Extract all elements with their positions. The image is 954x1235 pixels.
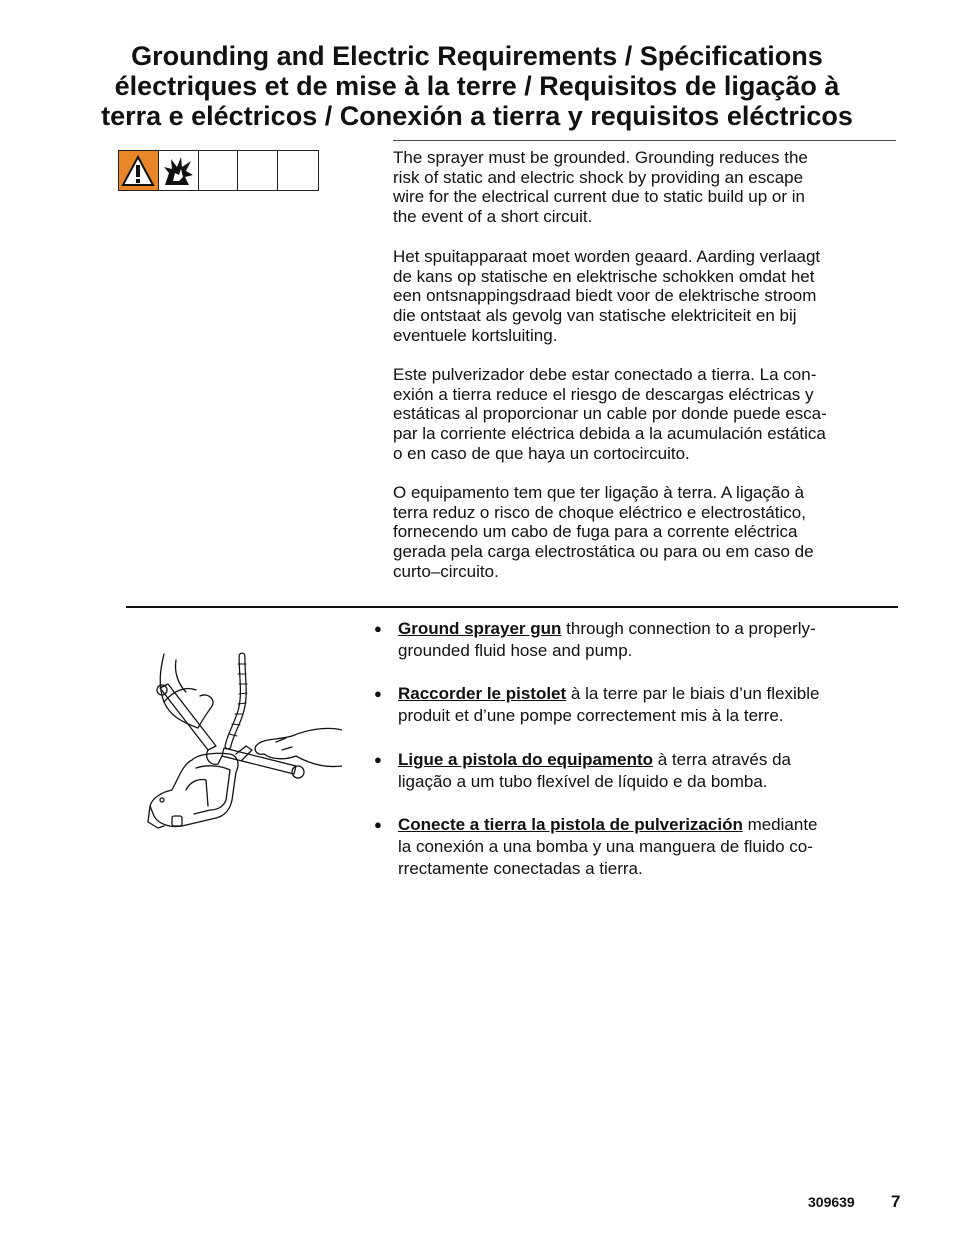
document-number: 309639 xyxy=(808,1194,855,1210)
text-line: o en caso de que haya un cortocircuito. xyxy=(393,443,690,463)
list-item-text xyxy=(398,618,874,662)
page-title xyxy=(80,41,874,131)
empty-symbol-cell xyxy=(278,151,318,190)
list-item-first-line xyxy=(398,683,874,705)
title-line: Grounding and Electric Requirements / Spécifications xyxy=(131,41,823,71)
text-line: Este pulverizador debe estar conectado a tierra. La con- xyxy=(393,365,817,384)
list-item-rest: through connection to a properly- xyxy=(561,619,816,638)
list-item-text xyxy=(398,814,874,880)
title-line: électriques et de mise à la terre / Requisitos de ligação à xyxy=(114,71,840,101)
list-item-first-line xyxy=(398,618,874,640)
list-item-lead: Conecte a tierra la pistola de pulverización xyxy=(398,815,743,834)
text-line: de kans op statische en elektrische schokken omdat het xyxy=(393,266,815,286)
bullet-dot: ● xyxy=(374,621,382,636)
list-item-rest: mediante xyxy=(742,815,818,834)
list-item-text xyxy=(398,749,874,793)
title-line: terra e eléctricos / Conexión a tierra y requisitos eléctricos xyxy=(101,101,853,131)
list-item-rest: à la terre par le biais d’un flexible xyxy=(566,684,820,703)
ground-gun-illustration xyxy=(146,650,342,834)
list-item-first-line xyxy=(398,814,874,836)
list-item-line: produit et d’une pompe correctement mis à la terre. xyxy=(398,706,784,725)
bullet-dot: ● xyxy=(374,817,382,832)
list-item-line: grounded fluid hose and pump. xyxy=(398,641,633,660)
explosion-icon xyxy=(159,151,199,190)
list-item-lead: Ligue a pistola do equipamento xyxy=(398,750,654,769)
paragraph-spanish xyxy=(393,365,883,464)
list-item-first-line xyxy=(398,749,874,771)
list-item-line: ligação a um tubo flexível de líquido e da bomba. xyxy=(398,772,768,791)
text-line: eventuele kortsluiting. xyxy=(393,325,558,345)
list-item-lead: Ground sprayer gun xyxy=(398,619,562,638)
text-line: estáticas al proporcionar un cable por donde puede esca- xyxy=(393,404,827,424)
text-line: wire for the electrical current due to static build up or in xyxy=(393,187,805,207)
warning-triangle-icon xyxy=(119,151,159,190)
list-item-lead: Raccorder le pistolet xyxy=(398,684,567,703)
text-line: the event of a short circuit. xyxy=(393,207,593,227)
text-line: een ontsnappingsdraad biedt voor de elektrische stroom xyxy=(393,286,817,306)
text-line: exión a tierra reduce el riesgo de descargas eléctricas y xyxy=(393,384,814,404)
text-line: terra reduz o risco de choque eléctrico e electrostático, xyxy=(393,502,806,522)
text-line: fornecendo um cabo de fuga para a corrente eléctrica xyxy=(393,522,798,542)
list-item-line: rrectamente conectadas a tierra. xyxy=(398,859,643,878)
empty-symbol-cell xyxy=(238,151,278,190)
list-item-line: la conexión a una bomba y una manguera de fluido co- xyxy=(398,837,813,856)
paragraph-dutch xyxy=(393,247,883,346)
text-line: gerada pela carga electrostática ou para ou em caso de xyxy=(393,542,814,562)
text-line: die ontstaat als gevolg van statische elektriciteit en bij xyxy=(393,306,797,326)
text-line: O equipamento tem que ter ligação à terra. A ligação à xyxy=(393,483,805,502)
list-item-text xyxy=(398,683,874,727)
text-line: Het spuitapparaat moet worden geaard. Aarding verlaagt xyxy=(393,247,821,266)
bullet-dot: ● xyxy=(374,686,382,701)
section-divider-top xyxy=(393,140,896,141)
hazard-symbol-box xyxy=(118,150,319,191)
list-item-rest: à terra através da xyxy=(653,750,791,769)
bullet-dot: ● xyxy=(374,752,382,767)
text-line: curto–circuito. xyxy=(393,561,499,581)
paragraph-portuguese xyxy=(393,483,883,582)
text-line: risk of static and electric shock by providing an escape xyxy=(393,167,804,187)
paragraph-english xyxy=(393,148,883,227)
text-line: par la corriente eléctrica debida a la acumulación estática xyxy=(393,424,826,444)
text-line: The sprayer must be grounded. Grounding reduces the xyxy=(393,148,808,167)
page-number: 7 xyxy=(891,1192,901,1211)
section-divider-middle xyxy=(126,606,898,608)
empty-symbol-cell xyxy=(199,151,239,190)
